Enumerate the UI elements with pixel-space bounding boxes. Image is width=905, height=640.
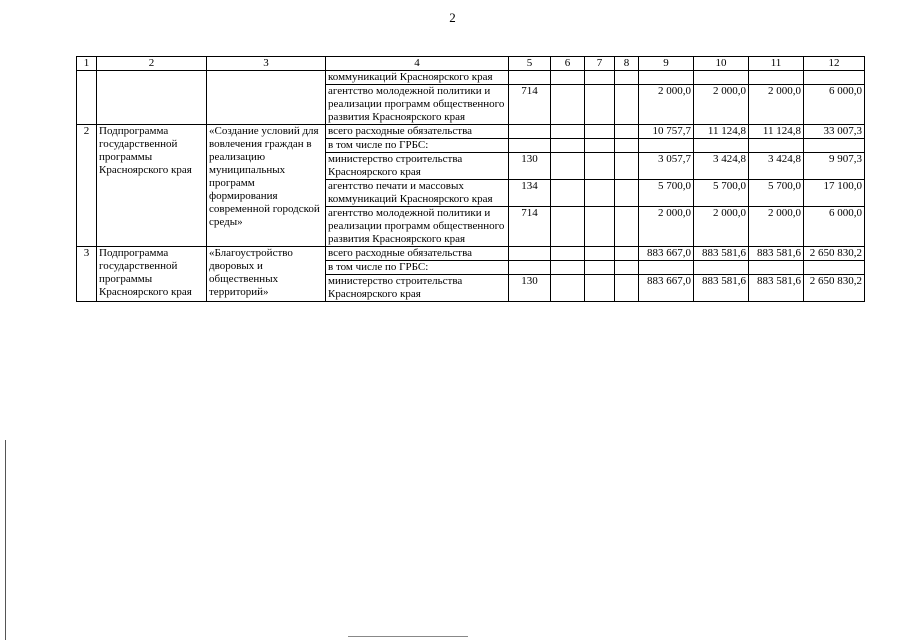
grbs-code-cell: [509, 125, 551, 139]
column-header: 4: [326, 57, 509, 71]
amount-cell: 2 650 830,2: [804, 247, 865, 261]
obligation-cell: агентство молодежной политики и реализации программ общественного развития Красноярского края: [326, 85, 509, 125]
obligation-cell: агентство молодежной политики и реализации программ общественного развития Красноярского края: [326, 207, 509, 247]
empty-cell: [615, 85, 639, 125]
amount-cell: [639, 261, 694, 275]
amount-cell: [694, 261, 749, 275]
task-cell: «Создание условий для вовлечения граждан в реализацию муниципальных программ формирования современной городской среды»: [207, 125, 326, 247]
amount-cell: [639, 71, 694, 85]
empty-cell: [615, 71, 639, 85]
obligation-cell: коммуникаций Красноярского края: [326, 71, 509, 85]
budget-table: [76, 56, 865, 302]
amount-cell: [749, 71, 804, 85]
empty-cell: [551, 247, 585, 261]
amount-cell: [749, 261, 804, 275]
amount-cell: [639, 139, 694, 153]
amount-cell: [804, 139, 865, 153]
empty-cell: [585, 125, 615, 139]
obligation-cell: агентство печати и массовых коммуникаций Красноярского края: [326, 180, 509, 207]
empty-cell: [585, 261, 615, 275]
column-header: 3: [207, 57, 326, 71]
empty-cell: [551, 71, 585, 85]
amount-cell: 6 000,0: [804, 85, 865, 125]
amount-cell: 883 667,0: [639, 275, 694, 302]
table-row: [77, 125, 865, 139]
empty-cell: [615, 275, 639, 302]
grbs-code-cell: 714: [509, 207, 551, 247]
scan-footer-line: [348, 636, 468, 637]
amount-cell: 6 000,0: [804, 207, 865, 247]
empty-cell: [615, 247, 639, 261]
empty-cell: [585, 71, 615, 85]
empty-cell: [585, 85, 615, 125]
empty-cell: [615, 207, 639, 247]
amount-cell: 11 124,8: [694, 125, 749, 139]
empty-cell: [551, 261, 585, 275]
amount-cell: 3 057,7: [639, 153, 694, 180]
amount-cell: 883 581,6: [749, 247, 804, 261]
amount-cell: 5 700,0: [749, 180, 804, 207]
grbs-code-cell: 130: [509, 153, 551, 180]
column-header: 8: [615, 57, 639, 71]
amount-cell: 2 000,0: [694, 207, 749, 247]
amount-cell: [804, 261, 865, 275]
obligation-cell: всего расходные обязательства: [326, 125, 509, 139]
obligation-cell: всего расходные обязательства: [326, 247, 509, 261]
column-header: 9: [639, 57, 694, 71]
empty-cell: [615, 261, 639, 275]
obligation-cell: министерство строительства Красноярского края: [326, 153, 509, 180]
grbs-code-cell: [509, 261, 551, 275]
table-row: [77, 71, 865, 85]
amount-cell: 9 907,3: [804, 153, 865, 180]
amount-cell: 2 000,0: [749, 85, 804, 125]
task-cell: «Благоустройство дворовых и общественных территорий»: [207, 247, 326, 302]
program-name-cell: Подпрограмма государственной программы Красноярского края: [97, 247, 207, 302]
column-header: 2: [97, 57, 207, 71]
grbs-code-cell: 134: [509, 180, 551, 207]
amount-cell: 2 650 830,2: [804, 275, 865, 302]
empty-cell: [551, 139, 585, 153]
program-name-cell: [97, 71, 207, 125]
amount-cell: 10 757,7: [639, 125, 694, 139]
empty-cell: [551, 180, 585, 207]
empty-cell: [585, 180, 615, 207]
amount-cell: 2 000,0: [749, 207, 804, 247]
column-header: 7: [585, 57, 615, 71]
grbs-code-cell: [509, 139, 551, 153]
amount-cell: 33 007,3: [804, 125, 865, 139]
empty-cell: [585, 153, 615, 180]
empty-cell: [551, 153, 585, 180]
amount-cell: 2 000,0: [639, 85, 694, 125]
empty-cell: [615, 139, 639, 153]
empty-cell: [551, 125, 585, 139]
program-name-cell: Подпрограмма государственной программы Красноярского края: [97, 125, 207, 247]
grbs-code-cell: 130: [509, 275, 551, 302]
column-header: 6: [551, 57, 585, 71]
empty-cell: [551, 85, 585, 125]
amount-cell: [694, 139, 749, 153]
amount-cell: 3 424,8: [749, 153, 804, 180]
obligation-cell: в том числе по ГРБС:: [326, 139, 509, 153]
empty-cell: [585, 275, 615, 302]
amount-cell: 2 000,0: [694, 85, 749, 125]
empty-cell: [585, 247, 615, 261]
empty-cell: [551, 207, 585, 247]
amount-cell: 17 100,0: [804, 180, 865, 207]
amount-cell: [804, 71, 865, 85]
task-cell: [207, 71, 326, 125]
amount-cell: 5 700,0: [694, 180, 749, 207]
amount-cell: [694, 71, 749, 85]
grbs-code-cell: [509, 71, 551, 85]
obligation-cell: в том числе по ГРБС:: [326, 261, 509, 275]
column-header: 1: [77, 57, 97, 71]
column-header: 5: [509, 57, 551, 71]
amount-cell: 883 581,6: [749, 275, 804, 302]
table-row: [77, 247, 865, 261]
empty-cell: [615, 180, 639, 207]
grbs-code-cell: [509, 247, 551, 261]
column-header: 10: [694, 57, 749, 71]
amount-cell: 5 700,0: [639, 180, 694, 207]
column-header: 12: [804, 57, 865, 71]
amount-cell: 11 124,8: [749, 125, 804, 139]
empty-cell: [585, 139, 615, 153]
empty-cell: [551, 275, 585, 302]
amount-cell: 883 581,6: [694, 275, 749, 302]
scan-edge-line: [5, 440, 6, 640]
amount-cell: 883 667,0: [639, 247, 694, 261]
grbs-code-cell: 714: [509, 85, 551, 125]
column-header: 11: [749, 57, 804, 71]
amount-cell: [749, 139, 804, 153]
empty-cell: [615, 125, 639, 139]
empty-cell: [585, 207, 615, 247]
header-row: [77, 57, 865, 71]
amount-cell: 883 581,6: [694, 247, 749, 261]
amount-cell: 2 000,0: [639, 207, 694, 247]
row-number: [77, 71, 97, 125]
row-number: 3: [77, 247, 97, 302]
page-number: 2: [449, 10, 456, 25]
row-number: 2: [77, 125, 97, 247]
amount-cell: 3 424,8: [694, 153, 749, 180]
empty-cell: [615, 153, 639, 180]
obligation-cell: министерство строительства Красноярского края: [326, 275, 509, 302]
